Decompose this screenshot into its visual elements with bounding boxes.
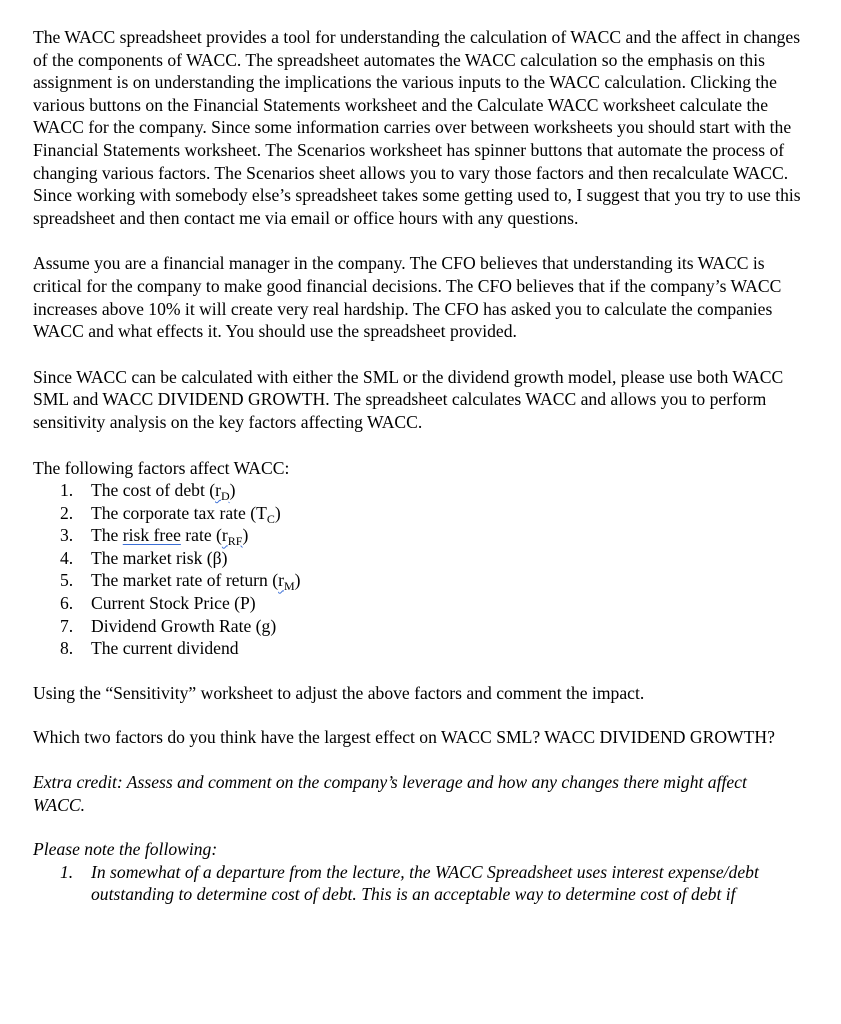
assignment-document <box>33 26 803 906</box>
intro-paragraph: The WACC spreadsheet provides a tool for understanding the calculation of WACC and the affect in changes of the components of WACC. The spreadsheet automates the WACC calculation so the emphasis on this assignment is on understanding the implications the various inputs to the WACC calculation. Clicking the various buttons on the Financial Statements worksheet and the Calculate WACC worksheet calculate the WACC for the company. Since some information carries over between worksheets you should start with the Financial Statements worksheet. The Scenarios worksheet has spinner buttons that automate the process of changing various factors. The Scenarios sheet allows you to vary those factors and then recalculate WACC. Since working with somebody else’s spreadsheet takes some getting used to, I suggest that you try to use this spreadsheet and then contact me via email or office hours with any questions. <box>33 27 801 228</box>
list-item: 4. The market risk (β) <box>60 547 228 568</box>
manager-paragraph: Assume you are a financial manager in the company. The CFO believes that understanding its WACC is critical for the company to make good financial decisions. The CFO believes that if the company’s WACC increases above 10% it will create very real hardship. The CFO has asked you to calculate the companies WACC and what effects it. You should use the spreadsheet provided. <box>33 253 782 342</box>
extra-credit-paragraph: Extra credit: Assess and comment on the company’s leverage and how any changes there might affect WACC. <box>33 772 747 815</box>
cost-of-debt-symbol: $r_D$ <box>215 480 230 504</box>
list-item: 1. The cost of debt $(r_D)$ <box>60 480 236 504</box>
risk-free-symbol: $r_{RF}$ <box>221 525 243 549</box>
note-heading: Please note the following: <box>33 839 218 860</box>
sensitivity-instruction: Using the “Sensitivity” worksheet to adjust the above factors and comment the impact. <box>33 682 645 703</box>
methods-paragraph: Since WACC can be calculated with either the SML or the dividend growth model, please use both WACC SML and WACC DIVIDEND GROWTH. The spreadsheet calculates WACC and allows you to perform sensitivity analysis on the key factors affecting WACC. <box>33 366 784 432</box>
list-item: 6. Current Stock Price (P) <box>60 593 256 614</box>
list-item: 8. The current dividend <box>60 638 239 659</box>
list-item: 7. Dividend Growth Rate (g) <box>60 615 277 636</box>
factors-list <box>33 479 803 660</box>
tax-rate-symbol: $T_C$ <box>256 502 275 526</box>
market-return-symbol: $r_M$ <box>278 570 295 594</box>
list-item: 2. The corporate tax rate $(T_C)$ <box>60 502 281 526</box>
list-item: 5. The market rate of return $(r_M)$ <box>60 570 301 594</box>
notes-section <box>33 838 803 906</box>
list-item: 3. The risk free rate $(r_{RF})$ <box>60 525 249 549</box>
risk-free-underlined: risk free <box>122 525 181 546</box>
question-paragraph: Which two factors do you think have the largest effect on WACC SML? WACC DIVIDEND GROWTH? <box>33 727 775 748</box>
list-item: 1. In somewhat of a departure from the lecture, the WACC Spreadsheet uses interest expense/debt outstanding to determine cost of debt. This is an acceptable way to determine cost of debt if <box>60 861 759 905</box>
notes-list <box>33 861 803 906</box>
factors-section <box>33 457 803 660</box>
factors-heading: The following factors affect WACC: <box>33 457 290 478</box>
